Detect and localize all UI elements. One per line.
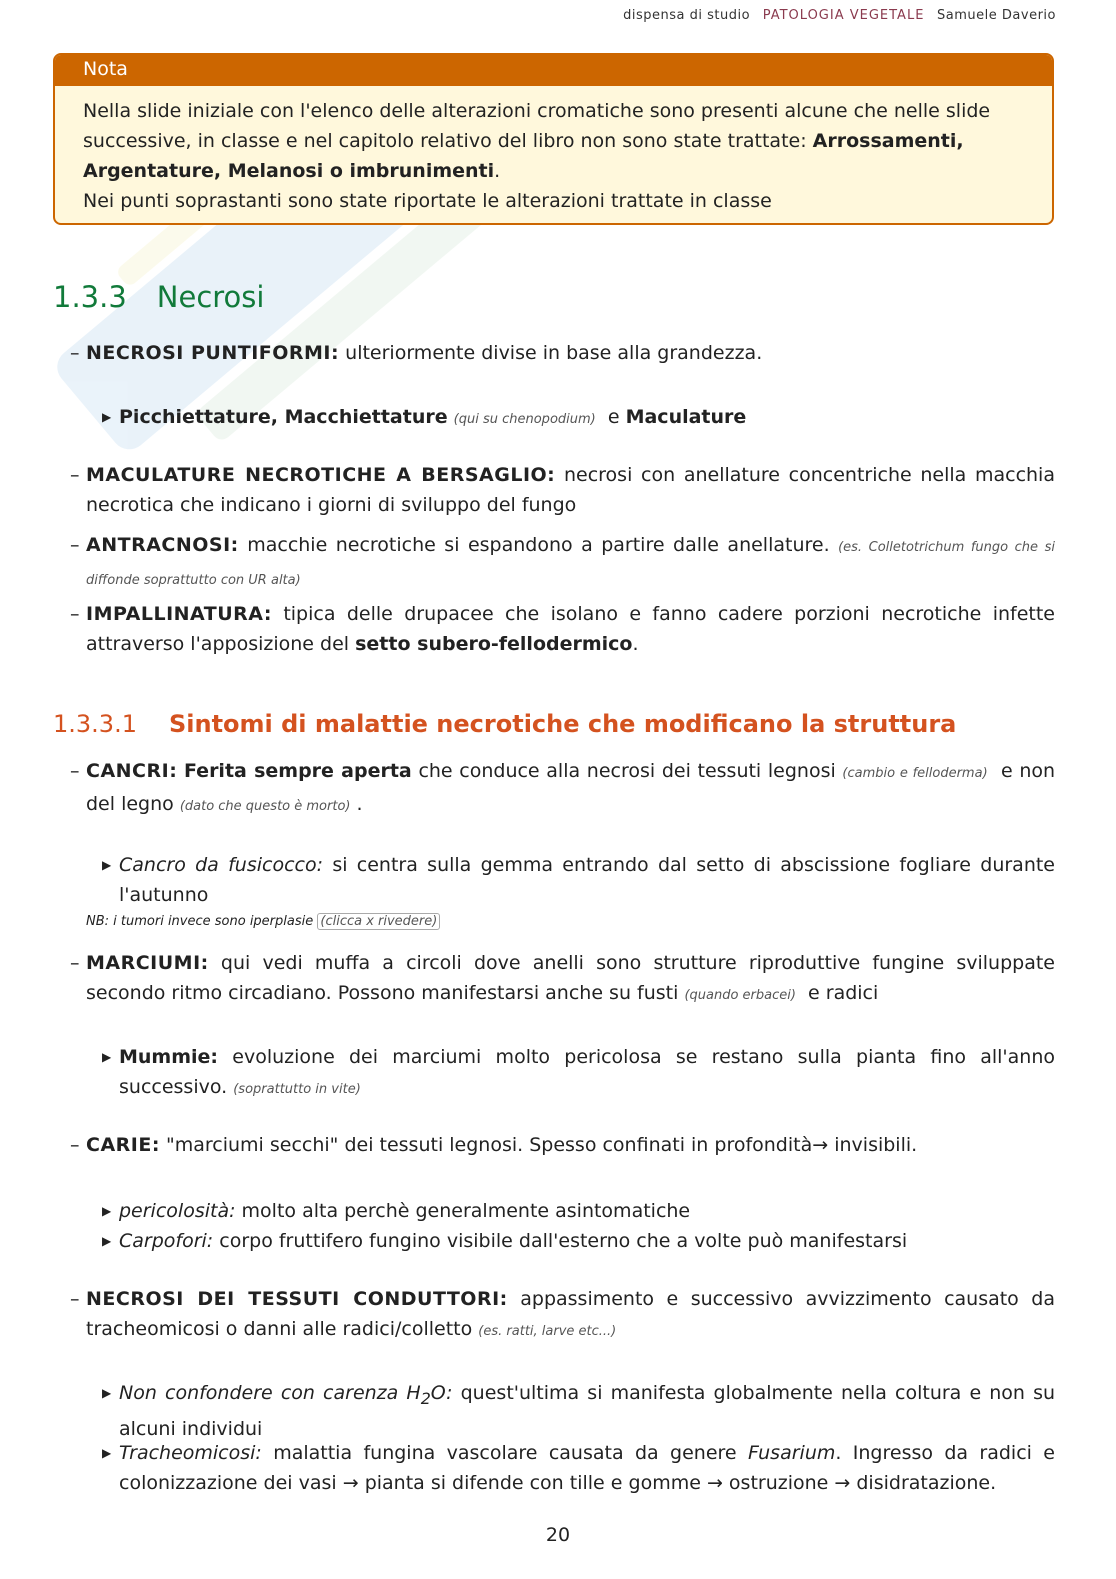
- item-note: (es. ratti, larve etc...): [478, 1324, 617, 1339]
- arrow-icon: →: [706, 1472, 723, 1494]
- item-label: CANCRI:: [86, 760, 178, 782]
- item-text-end: e radici: [808, 982, 879, 1004]
- sub-label: Cancro da fusicocco:: [119, 854, 324, 876]
- sub-text: quest'ultima si manifesta globalmente nella coltura e non su alcuni individui: [119, 1382, 1056, 1440]
- sub-text: malattia fungina vascolare causata da genere: [273, 1442, 737, 1464]
- sub-label: Carpofori:: [119, 1230, 214, 1252]
- item-text: necrosi con anellature concentriche nella macchia necrotica che indicano i giorni di sviluppo del fungo: [86, 464, 1055, 516]
- item-label: IMPALLINATURA:: [86, 603, 272, 625]
- item-text: appassimento e successivo avvizzimento causato da tracheomicosi o danni alle radici/colletto: [86, 1288, 1055, 1340]
- item-bold: Ferita sempre aperta: [183, 760, 412, 782]
- list-item: – CARIE: "marciumi secchi" dei tessuti legnosi. Spesso confinati in profondità→ invisibili.: [70, 1134, 918, 1156]
- section-number: 1.3.3: [53, 280, 127, 314]
- sub-item: ▶ Cancro da fusicocco: si centra sulla gemma entrando dal setto di abscissione fogliare durante l'autunno: [102, 854, 1056, 906]
- section-heading: [53, 280, 264, 314]
- header-course: PATOLOGIA VEGETALE: [762, 8, 925, 23]
- item-label: NECROSI DEI TESSUTI CONDUTTORI:: [86, 1288, 508, 1310]
- list-item: – MARCIUMI: qui vedi muffa a circoli dove anelli sono strutture riproduttive fungine sviluppate secondo ritmo circadiano. Possono manifestarsi anche su fusti (quando erbacei) e radici: [70, 952, 1055, 1004]
- sub-item: ▶ Carpofori: corpo fruttifero fungino visibile dall'esterno che a volte può manifestarsi: [102, 1230, 908, 1252]
- sub-text: evoluzione dei marciumi molto pericolosa se restano sulla pianta fino all'anno successivo.: [119, 1046, 1055, 1098]
- sub-note: (soprattutto in vite): [233, 1082, 361, 1097]
- sub-label: Picchiettature, Macchiettature: [119, 406, 448, 428]
- item-label: MARCIUMI:: [86, 952, 209, 974]
- header-author: Samuele Daverio: [937, 8, 1056, 23]
- sub-text-2: . Ingresso da radici e colonizzazione dei vasi: [119, 1442, 1055, 1494]
- subscript: 2: [420, 1388, 431, 1408]
- sub-item: ▶ Picchiettature, Macchiettature (qui su chenopodium) e Maculature: [102, 406, 747, 428]
- sub-label: Mummie:: [119, 1046, 219, 1068]
- sub-label: pericolosità:: [119, 1200, 236, 1222]
- nb-note: [86, 914, 440, 929]
- sub-label: [119, 1382, 453, 1408]
- subsection-title: Sintomi di malattie necrotiche che modificano la struttura: [168, 710, 957, 738]
- item-bold: setto subero-fellodermico: [355, 633, 633, 655]
- sub-text: molto alta perchè generalmente asintomatiche: [241, 1200, 691, 1222]
- list-item: – ANTRACNOSI: macchie necrotiche si espandono a partire dalle anellature. (es. Colletotrichum fungo che si diffonde soprattutto con UR alta): [70, 534, 1055, 588]
- nota-text-end: .: [494, 160, 501, 182]
- sub-text-5: disidratazione.: [856, 1472, 997, 1494]
- nota-text: Nella slide iniziale con l'elenco delle alterazioni cromatiche sono presenti alcune che nelle slide successive, in classe e nel capitolo relativo del libro non sono state trattate:: [83, 100, 991, 152]
- list-item: – CANCRI: Ferita sempre aperta che conduce alla necrosi dei tessuti legnosi (cambio e felloderma) e non del legno (dato che questo è morto) .: [70, 760, 1056, 815]
- nota-box: [53, 53, 1054, 225]
- sub-item: ▶ pericolosità: molto alta perchè generalmente asintomatiche: [102, 1200, 691, 1222]
- subsection-heading: [53, 710, 956, 738]
- genus-name: Fusarium: [747, 1442, 836, 1464]
- list-item: – IMPALLINATURA: tipica delle drupacee che isolano e fanno cadere porzioni necrotiche infette attraverso l'apposizione del setto subero-fellodermico.: [70, 603, 1055, 655]
- sub-item: ▶ Mummie: evoluzione dei marciumi molto pericolosa se restano sulla pianta fino all'anno successivo. (soprattutto in vite): [102, 1046, 1055, 1098]
- item-label: CARIE:: [86, 1134, 160, 1156]
- nota-bold: Arrossamenti, Argentature, Melanosi o imbrunimenti: [83, 130, 964, 182]
- item-label: NECROSI PUNTIFORMI:: [86, 342, 340, 364]
- header-left: dispensa di studio: [623, 8, 751, 23]
- item-text: macchie necrotiche si espandono a partire dalle anellature.: [247, 534, 830, 556]
- item-text: qui vedi muffa a circoli dove anelli sono strutture riproduttive fungine sviluppate secondo ritmo circadiano. Possono manifestarsi anche su fusti: [86, 952, 1055, 1004]
- item-note: (cambio e felloderma): [842, 766, 988, 781]
- list-item: – NECROSI DEI TESSUTI CONDUTTORI: appassimento e successivo avvizzimento causato da tracheomicosi o danni alle radici/colletto (es. ratti, larve etc...): [70, 1288, 1055, 1340]
- item-text-end: .: [356, 793, 363, 815]
- nb-text: NB: i tumori invece sono iperplasie: [86, 914, 314, 929]
- nota-text-2: Nei punti soprastanti sono state riportate le alterazioni trattate in classe: [83, 190, 772, 212]
- sub-text-3: pianta si difende con tille e gomme: [364, 1472, 701, 1494]
- item-text-end: .: [632, 633, 639, 655]
- arrow-icon: →: [812, 1134, 829, 1156]
- item-label: ANTRACNOSI:: [86, 534, 239, 556]
- item-text-2: e non del legno: [86, 760, 1056, 815]
- list-item: – NECROSI PUNTIFORMI: ulteriormente divise in base alla grandezza.: [70, 342, 763, 364]
- sub-note: (qui su chenopodium): [453, 412, 596, 427]
- sub-item: ▶ Tracheomicosi: malattia fungina vascolare causata da genere Fusarium. Ingresso da radici e colonizzazione dei vasi → pianta si difende con tille e gomme → ostruzione → disidratazione.: [102, 1442, 1055, 1494]
- item-text: tipica delle drupacee che isolano e fanno cadere porzioni necrotiche infette attraverso l'apposizione del: [86, 603, 1055, 655]
- page-number: 20: [545, 1524, 571, 1546]
- sub-mid: e: [607, 406, 620, 428]
- sub-label-2: Maculature: [625, 406, 747, 428]
- review-link[interactable]: (clicca x rivedere): [317, 913, 440, 930]
- arrow-icon: →: [834, 1472, 851, 1494]
- sub-label-end: O:: [430, 1382, 453, 1404]
- section-title: Necrosi: [156, 280, 265, 314]
- sub-text: si centra sulla gemma entrando dal setto di abscissione fogliare durante l'autunno: [119, 854, 1056, 906]
- sub-item: ▶ Non confondere con carenza $H_2O$: quest'ultima si manifesta globalmente nella coltura e non su alcuni individui: [102, 1382, 1056, 1440]
- item-text: "marciumi secchi" dei tessuti legnosi. Spesso confinati in profondità: [165, 1134, 813, 1156]
- sub-text: corpo fruttifero fungino visibile dall'esterno che a volte può manifestarsi: [219, 1230, 908, 1252]
- sub-text-4: ostruzione: [728, 1472, 829, 1494]
- subsection-number: 1.3.3.1: [53, 710, 137, 738]
- item-note-2: (dato che questo è morto): [179, 799, 351, 814]
- sub-label-text: Non confondere con carenza H: [119, 1382, 421, 1404]
- item-note: (es. Colletotrichum fungo che si diffonde soprattutto con UR alta): [86, 540, 1055, 588]
- nota-title: Nota: [55, 55, 1052, 86]
- item-text-end: invisibili.: [834, 1134, 918, 1156]
- nota-body: [55, 86, 1052, 216]
- list-item: – MACULATURE NECROTICHE A BERSAGLIO: necrosi con anellature concentriche nella macchia necrotica che indicano i giorni di sviluppo del fungo: [70, 464, 1055, 516]
- arrow-icon: →: [342, 1472, 359, 1494]
- item-label: MACULATURE NECROTICHE A BERSAGLIO:: [86, 464, 556, 486]
- item-note: (quando erbacei): [684, 988, 796, 1003]
- sub-label: Tracheomicosi:: [119, 1442, 262, 1464]
- item-text: che conduce alla necrosi dei tessuti legnosi: [418, 760, 836, 782]
- page-header: [623, 8, 1056, 23]
- item-text: ulteriormente divise in base alla grandezza.: [345, 342, 763, 364]
